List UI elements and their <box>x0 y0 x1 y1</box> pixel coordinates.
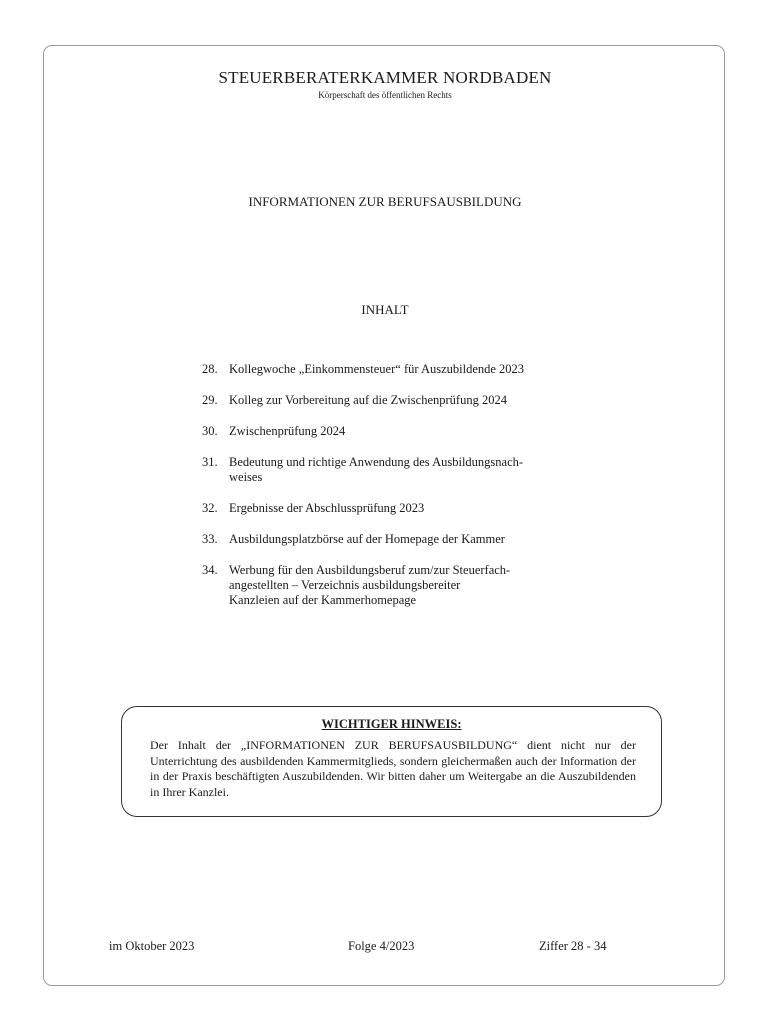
toc-item-text: Bedeutung und richtige Anwendung des Ausbildungsnach- weises <box>229 455 524 484</box>
notice-text: Der Inhalt der „INFORMATIONEN ZUR BERUFSAUSBILDUNG“ dient nicht nur der Unterrichtung des ausbildenden Kammermitglieds, sondern gleichermaßen auch der Information der in der Praxis beschäftigten Auszubildenden. Wir bitten daher um Weitergabe an die Auszubildenden in Ihrer Kanzlei. <box>150 738 636 799</box>
toc-item-number: 30. <box>202 424 218 438</box>
toc-item-number: 33. <box>202 532 218 546</box>
toc-item-text: Ausbildungsplatzbörse auf der Homepage der Kammer <box>229 532 505 546</box>
table-of-contents <box>202 362 602 624</box>
toc-item-number: 28. <box>202 362 218 376</box>
toc-item-number: 34. <box>202 563 218 577</box>
toc-item-text: Zwischenprüfung 2024 <box>229 424 346 438</box>
organization-subtitle: Körperschaft des öffentlichen Rechts <box>318 90 452 100</box>
footer-issue: Folge 4/2023 <box>348 939 415 953</box>
toc-item-text: Kolleg zur Vorbereitung auf die Zwischenprüfung 2024 <box>229 393 507 407</box>
toc-item-text: Kollegwoche „Einkommensteuer“ für Auszubildende 2023 <box>229 362 525 376</box>
toc-item <box>202 424 602 439</box>
toc-item-text: Werbung für den Ausbildungsberuf zum/zur Steuerfach- angestellten – Verzeichnis ausbildungsbereiter Kanzleien auf der Kammerhomepage <box>229 563 511 607</box>
footer-item-range: Ziffer 28 - 34 <box>539 939 607 953</box>
important-notice-box <box>121 706 662 817</box>
toc-item-number: 31. <box>202 455 218 469</box>
toc-item <box>202 362 602 377</box>
toc-item-number: 32. <box>202 501 218 515</box>
toc-item-text: Ergebnisse der Abschlussprüfung 2023 <box>229 501 425 515</box>
notice-heading: WICHTIGER HINWEIS: <box>321 717 462 731</box>
document-title: INFORMATIONEN ZUR BERUFSAUSBILDUNG <box>248 194 522 209</box>
contents-heading: INHALT <box>361 302 409 317</box>
organization-name: STEUERBERATERKAMMER NORDBADEN <box>218 68 552 87</box>
toc-item <box>202 563 602 608</box>
toc-item-number: 29. <box>202 393 218 407</box>
toc-item <box>202 393 602 408</box>
toc-item <box>202 532 602 547</box>
toc-item <box>202 501 602 516</box>
toc-item <box>202 455 602 485</box>
footer-date: im Oktober 2023 <box>109 939 195 953</box>
